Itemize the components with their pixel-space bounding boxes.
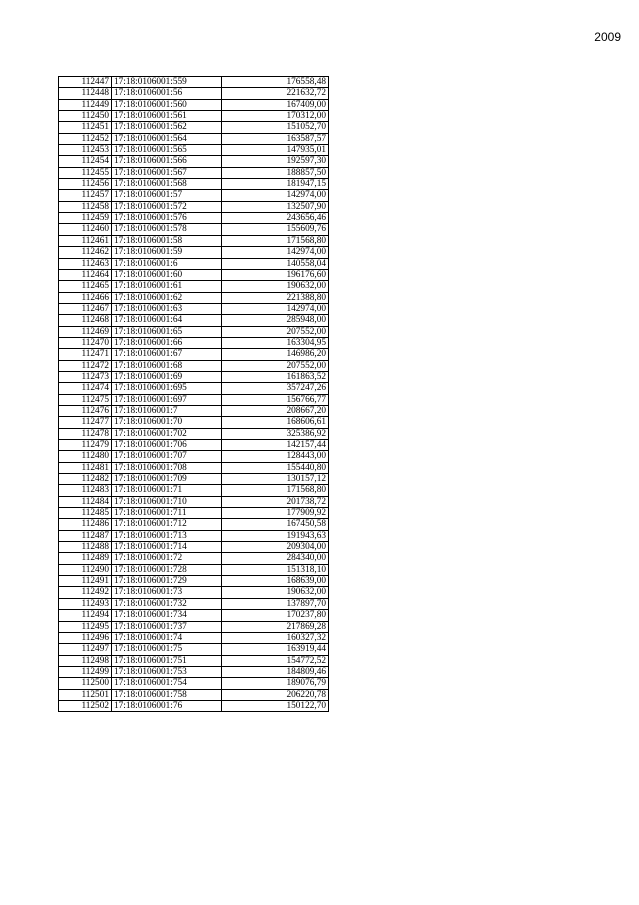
- value-cell: 190632,00: [222, 587, 329, 598]
- table-row: [59, 258, 329, 269]
- table-row: [59, 508, 329, 519]
- value-cell: 168606,61: [222, 417, 329, 428]
- cadastral-number-cell: 17:18:0106001:73: [112, 587, 222, 598]
- row-id-cell: 112485: [59, 508, 112, 519]
- cadastral-number-cell: 17:18:0106001:697: [112, 394, 222, 405]
- table-row: [59, 655, 329, 666]
- value-cell: 160327,32: [222, 632, 329, 643]
- table-row: [59, 462, 329, 473]
- table-row: [59, 315, 329, 326]
- cadastral-number-cell: 17:18:0106001:68: [112, 360, 222, 371]
- value-cell: 167409,00: [222, 99, 329, 110]
- value-cell: 155440,80: [222, 462, 329, 473]
- value-cell: 192597,30: [222, 156, 329, 167]
- value-cell: 151052,70: [222, 122, 329, 133]
- cadastral-number-cell: 17:18:0106001:710: [112, 496, 222, 507]
- value-cell: 171568,80: [222, 485, 329, 496]
- cadastral-number-cell: 17:18:0106001:562: [112, 122, 222, 133]
- table-row: [59, 224, 329, 235]
- table-row: [59, 610, 329, 621]
- table-row: [59, 496, 329, 507]
- row-id-cell: 112501: [59, 689, 112, 700]
- value-cell: 142157,44: [222, 440, 329, 451]
- cadastral-number-cell: 17:18:0106001:708: [112, 462, 222, 473]
- row-id-cell: 112468: [59, 315, 112, 326]
- value-cell: 147935,01: [222, 145, 329, 156]
- value-cell: 181947,15: [222, 179, 329, 190]
- row-id-cell: 112477: [59, 417, 112, 428]
- cadastral-number-cell: 17:18:0106001:728: [112, 564, 222, 575]
- row-id-cell: 112459: [59, 213, 112, 224]
- value-cell: 154772,52: [222, 655, 329, 666]
- row-id-cell: 112499: [59, 666, 112, 677]
- table-row: [59, 576, 329, 587]
- cadastral-number-cell: 17:18:0106001:75: [112, 644, 222, 655]
- row-id-cell: 112463: [59, 258, 112, 269]
- cadastral-number-cell: 17:18:0106001:751: [112, 655, 222, 666]
- cadastral-number-cell: 17:18:0106001:732: [112, 598, 222, 609]
- row-id-cell: 112478: [59, 428, 112, 439]
- table-row: [59, 99, 329, 110]
- table-row: [59, 474, 329, 485]
- value-cell: 132507,90: [222, 201, 329, 212]
- cadastral-number-cell: 17:18:0106001:559: [112, 77, 222, 88]
- cadastral-number-cell: 17:18:0106001:560: [112, 99, 222, 110]
- cadastral-number-cell: 17:18:0106001:578: [112, 224, 222, 235]
- row-id-cell: 112460: [59, 224, 112, 235]
- cadastral-number-cell: 17:18:0106001:734: [112, 610, 222, 621]
- value-cell: 196176,60: [222, 269, 329, 280]
- value-cell: 130157,12: [222, 474, 329, 485]
- table-row: [59, 564, 329, 575]
- cadastral-number-cell: 17:18:0106001:65: [112, 326, 222, 337]
- table-row: [59, 88, 329, 99]
- value-cell: 207552,00: [222, 326, 329, 337]
- cadastral-number-cell: 17:18:0106001:62: [112, 292, 222, 303]
- row-id-cell: 112464: [59, 269, 112, 280]
- row-id-cell: 112483: [59, 485, 112, 496]
- value-cell: 243656,46: [222, 213, 329, 224]
- row-id-cell: 112498: [59, 655, 112, 666]
- row-id-cell: 112448: [59, 88, 112, 99]
- row-id-cell: 112458: [59, 201, 112, 212]
- data-table: [58, 76, 329, 712]
- table-body: [59, 77, 329, 712]
- row-id-cell: 112456: [59, 179, 112, 190]
- table-row: [59, 292, 329, 303]
- cadastral-number-cell: 17:18:0106001:707: [112, 451, 222, 462]
- table-row: [59, 632, 329, 643]
- value-cell: 284340,00: [222, 553, 329, 564]
- cadastral-number-cell: 17:18:0106001:67: [112, 349, 222, 360]
- cadastral-number-cell: 17:18:0106001:564: [112, 133, 222, 144]
- value-cell: 137897,70: [222, 598, 329, 609]
- cadastral-number-cell: 17:18:0106001:758: [112, 689, 222, 700]
- table-row: [59, 133, 329, 144]
- row-id-cell: 112486: [59, 519, 112, 530]
- table-row: [59, 553, 329, 564]
- table-row: [59, 678, 329, 689]
- row-id-cell: 112493: [59, 598, 112, 609]
- table-row: [59, 394, 329, 405]
- cadastral-number-cell: 17:18:0106001:60: [112, 269, 222, 280]
- table-row: [59, 326, 329, 337]
- table-row: [59, 587, 329, 598]
- value-cell: 171568,80: [222, 235, 329, 246]
- cadastral-number-cell: 17:18:0106001:64: [112, 315, 222, 326]
- table-row: [59, 281, 329, 292]
- cadastral-number-cell: 17:18:0106001:57: [112, 190, 222, 201]
- value-cell: 170312,00: [222, 111, 329, 122]
- row-id-cell: 112451: [59, 122, 112, 133]
- table-row: [59, 440, 329, 451]
- cadastral-number-cell: 17:18:0106001:74: [112, 632, 222, 643]
- value-cell: 176558,48: [222, 77, 329, 88]
- cadastral-number-cell: 17:18:0106001:706: [112, 440, 222, 451]
- row-id-cell: 112455: [59, 167, 112, 178]
- row-id-cell: 112481: [59, 462, 112, 473]
- value-cell: 285948,00: [222, 315, 329, 326]
- row-id-cell: 112484: [59, 496, 112, 507]
- table-row: [59, 145, 329, 156]
- cadastral-number-cell: 17:18:0106001:6: [112, 258, 222, 269]
- cadastral-number-cell: 17:18:0106001:568: [112, 179, 222, 190]
- table-row: [59, 213, 329, 224]
- table-row: [59, 405, 329, 416]
- table-row: [59, 383, 329, 394]
- table-row: [59, 122, 329, 133]
- table-row: [59, 451, 329, 462]
- table-row: [59, 167, 329, 178]
- row-id-cell: 112473: [59, 371, 112, 382]
- row-id-cell: 112491: [59, 576, 112, 587]
- table-row: [59, 371, 329, 382]
- row-id-cell: 112465: [59, 281, 112, 292]
- value-cell: 140558,04: [222, 258, 329, 269]
- cadastral-number-cell: 17:18:0106001:714: [112, 542, 222, 553]
- value-cell: 209304,00: [222, 542, 329, 553]
- cadastral-number-cell: 17:18:0106001:712: [112, 519, 222, 530]
- table-row: [59, 700, 329, 711]
- cadastral-number-cell: 17:18:0106001:737: [112, 621, 222, 632]
- value-cell: 184809,46: [222, 666, 329, 677]
- table-row: [59, 349, 329, 360]
- row-id-cell: 112489: [59, 553, 112, 564]
- cadastral-number-cell: 17:18:0106001:567: [112, 167, 222, 178]
- table-row: [59, 337, 329, 348]
- table-row: [59, 644, 329, 655]
- cadastral-number-cell: 17:18:0106001:76: [112, 700, 222, 711]
- cadastral-number-cell: 17:18:0106001:702: [112, 428, 222, 439]
- cadastral-number-cell: 17:18:0106001:713: [112, 530, 222, 541]
- value-cell: 170237,80: [222, 610, 329, 621]
- row-id-cell: 112479: [59, 440, 112, 451]
- row-id-cell: 112453: [59, 145, 112, 156]
- row-id-cell: 112452: [59, 133, 112, 144]
- table-row: [59, 485, 329, 496]
- row-id-cell: 112461: [59, 235, 112, 246]
- value-cell: 190632,00: [222, 281, 329, 292]
- value-cell: 357247,26: [222, 383, 329, 394]
- table-row: [59, 598, 329, 609]
- row-id-cell: 112496: [59, 632, 112, 643]
- table-row: [59, 235, 329, 246]
- row-id-cell: 112500: [59, 678, 112, 689]
- value-cell: 217869,28: [222, 621, 329, 632]
- value-cell: 177909,92: [222, 508, 329, 519]
- cadastral-number-cell: 17:18:0106001:711: [112, 508, 222, 519]
- cadastral-number-cell: 17:18:0106001:565: [112, 145, 222, 156]
- value-cell: 155609,76: [222, 224, 329, 235]
- row-id-cell: 112490: [59, 564, 112, 575]
- page-number: 2009: [594, 30, 621, 44]
- value-cell: 221632,72: [222, 88, 329, 99]
- cadastral-number-cell: 17:18:0106001:729: [112, 576, 222, 587]
- table-row: [59, 77, 329, 88]
- table-row: [59, 542, 329, 553]
- value-cell: 142974,00: [222, 303, 329, 314]
- cadastral-number-cell: 17:18:0106001:61: [112, 281, 222, 292]
- table-row: [59, 666, 329, 677]
- row-id-cell: 112457: [59, 190, 112, 201]
- table-row: [59, 201, 329, 212]
- cadastral-number-cell: 17:18:0106001:754: [112, 678, 222, 689]
- table-row: [59, 530, 329, 541]
- row-id-cell: 112447: [59, 77, 112, 88]
- table-row: [59, 190, 329, 201]
- row-id-cell: 112450: [59, 111, 112, 122]
- row-id-cell: 112487: [59, 530, 112, 541]
- row-id-cell: 112492: [59, 587, 112, 598]
- cadastral-number-cell: 17:18:0106001:69: [112, 371, 222, 382]
- value-cell: 191943,63: [222, 530, 329, 541]
- value-cell: 161863,52: [222, 371, 329, 382]
- cadastral-number-cell: 17:18:0106001:56: [112, 88, 222, 99]
- cadastral-number-cell: 17:18:0106001:71: [112, 485, 222, 496]
- row-id-cell: 112495: [59, 621, 112, 632]
- value-cell: 142974,00: [222, 247, 329, 258]
- row-id-cell: 112474: [59, 383, 112, 394]
- value-cell: 151318,10: [222, 564, 329, 575]
- cadastral-number-cell: 17:18:0106001:572: [112, 201, 222, 212]
- value-cell: 163919,44: [222, 644, 329, 655]
- row-id-cell: 112497: [59, 644, 112, 655]
- cadastral-number-cell: 17:18:0106001:72: [112, 553, 222, 564]
- row-id-cell: 112488: [59, 542, 112, 553]
- value-cell: 167450,58: [222, 519, 329, 530]
- table-row: [59, 621, 329, 632]
- row-id-cell: 112454: [59, 156, 112, 167]
- value-cell: 207552,00: [222, 360, 329, 371]
- cadastral-number-cell: 17:18:0106001:63: [112, 303, 222, 314]
- table-row: [59, 111, 329, 122]
- row-id-cell: 112462: [59, 247, 112, 258]
- table-row: [59, 519, 329, 530]
- cadastral-number-cell: 17:18:0106001:7: [112, 405, 222, 416]
- row-id-cell: 112466: [59, 292, 112, 303]
- table-row: [59, 689, 329, 700]
- table-row: [59, 179, 329, 190]
- row-id-cell: 112482: [59, 474, 112, 485]
- row-id-cell: 112480: [59, 451, 112, 462]
- value-cell: 163587,57: [222, 133, 329, 144]
- table-row: [59, 303, 329, 314]
- table-row: [59, 247, 329, 258]
- value-cell: 201738,72: [222, 496, 329, 507]
- row-id-cell: 112471: [59, 349, 112, 360]
- row-id-cell: 112476: [59, 405, 112, 416]
- value-cell: 188857,50: [222, 167, 329, 178]
- cadastral-number-cell: 17:18:0106001:66: [112, 337, 222, 348]
- row-id-cell: 112472: [59, 360, 112, 371]
- row-id-cell: 112469: [59, 326, 112, 337]
- value-cell: 163304,95: [222, 337, 329, 348]
- value-cell: 156766,77: [222, 394, 329, 405]
- value-cell: 150122,70: [222, 700, 329, 711]
- value-cell: 146986,20: [222, 349, 329, 360]
- cadastral-number-cell: 17:18:0106001:561: [112, 111, 222, 122]
- table-row: [59, 360, 329, 371]
- row-id-cell: 112502: [59, 700, 112, 711]
- value-cell: 142974,00: [222, 190, 329, 201]
- cadastral-number-cell: 17:18:0106001:566: [112, 156, 222, 167]
- row-id-cell: 112475: [59, 394, 112, 405]
- table-row: [59, 156, 329, 167]
- cadastral-number-cell: 17:18:0106001:753: [112, 666, 222, 677]
- table-row: [59, 417, 329, 428]
- value-cell: 128443,00: [222, 451, 329, 462]
- value-cell: 325386,92: [222, 428, 329, 439]
- row-id-cell: 112467: [59, 303, 112, 314]
- cadastral-number-cell: 17:18:0106001:70: [112, 417, 222, 428]
- cadastral-number-cell: 17:18:0106001:576: [112, 213, 222, 224]
- cadastral-number-cell: 17:18:0106001:709: [112, 474, 222, 485]
- table-row: [59, 428, 329, 439]
- value-cell: 221388,80: [222, 292, 329, 303]
- value-cell: 208667,20: [222, 405, 329, 416]
- table-row: [59, 269, 329, 280]
- row-id-cell: 112494: [59, 610, 112, 621]
- value-cell: 189076,79: [222, 678, 329, 689]
- cadastral-number-cell: 17:18:0106001:58: [112, 235, 222, 246]
- row-id-cell: 112449: [59, 99, 112, 110]
- cadastral-number-cell: 17:18:0106001:59: [112, 247, 222, 258]
- value-cell: 206220,78: [222, 689, 329, 700]
- cadastral-number-cell: 17:18:0106001:695: [112, 383, 222, 394]
- value-cell: 168639,00: [222, 576, 329, 587]
- row-id-cell: 112470: [59, 337, 112, 348]
